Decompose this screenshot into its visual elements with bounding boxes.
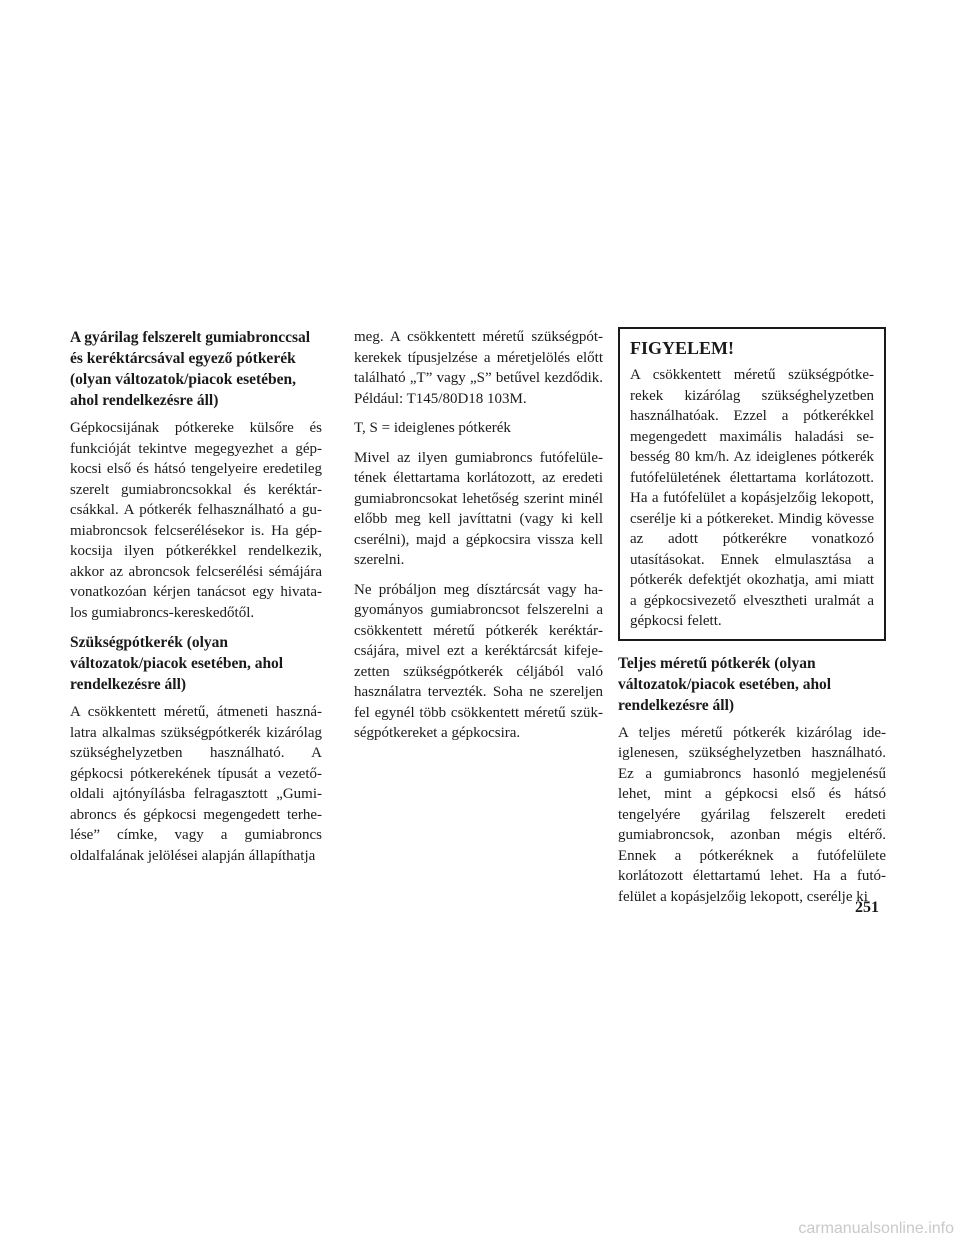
paragraph-factory-spare: Gépkocsijának pótkereke külsőre és funkcióját tekintve megegyezhet a gépkocsi első és hátsó tengelyeire eredetileg szerelt gumiabroncsokkal és keréktárcsákkal. A pótkerék felhasználható a gumiabroncsok felcserélésekor is. Ha gépkocsija ilyen pótkerékkel rendelkezik, akkor az abroncsok felcserélési sémájára vonatkozóan kérjen tanácsot egy hivatalos gumiabroncs-kereskedőtől. xyxy=(70,420,322,621)
section-heading-full-size-spare: Teljes méretű pótkerék (olyan változatok/piacok esetében, ahol rendelkezésre áll) xyxy=(618,654,832,714)
watermark: carmanualsonline.info xyxy=(798,1220,954,1237)
section-heading-factory-spare: A gyárilag felszerelt gumiabroncсsal és keréktárcsával egyező pótkerék (olyan változatok/piacok esetében, ahol rendelkezésre áll) xyxy=(70,329,311,409)
paragraph-hubcap-warning: Ne próbáljon meg dísztárcsát vagy hagyományos gumiabroncsot felszerelni a csökkentett méretű pótkerék keréktárcsájára, mivel ezt a keréktárcsát kifejezetten szükségpótkerék céljából való használatra tervezték. Soha ne szereljen fel egynél több csökkentett méretű szükségpótkereket a gépkocsira. xyxy=(354,581,603,741)
warning-title: FIGYELEM! xyxy=(630,338,735,358)
paragraph-full-size-spare: A teljes méretű pótkerék kizárólag ideiglenesen, szükséghelyzetben használható. Ez a gumiabroncs hasonló megjelenésű lehet, mint a gépkocsi első és hátsó tengelyére gyárilag felszerelt eredeti gumiabroncsok, azonban mégis eltérő. Ennek a pótkeréknek a futófelülete korlátozott élettartamú lehet. Ha a futófelület a kopásjelzőig lekopott, cserélje ki xyxy=(618,724,886,905)
warning-text: A csökkentett méretű szükségpótkerekek kizárólag szükséghelyzetben használhatóak. Ezzel a pótkerékkel megengedett maximális haladási sebesség 80 km/h. Az ideiglenes pótkerék futófelületének élettartama korlátozott. Ha a futófelület a kopásjelzőig lekopott, cserélje ki a pótkereket. Mindig kövesse az adott pótkerékre vonatkozó utasításokat. Ennek elmulasztása a pótkerék defektjét okozhatja, ami miatt a gépkocsivezető elvesztheti uralmát a gépkocsi felett. xyxy=(630,367,874,629)
paragraph-tread-life: Mivel az ilyen gumiabroncs futófelületének élettartama korlátozott, az eredeti gumiabroncsokat lehetőség szerint minél előbb meg kell javíttatni (vagy ki kell cserélni), majd a gépkocsira vissza kell szerelni. xyxy=(354,449,603,568)
column-middle xyxy=(354,327,603,753)
page-number: 251 xyxy=(855,899,879,916)
paragraph-continued: meg. A csökkentett méretű szükségpótkerekek típusjelzése a méretjelölés előtt található „T” vagy „S” betűvel kezdődik. Például: T145/80D18 103M. xyxy=(354,329,603,407)
paragraph-ts-definition: T, S = ideiglenes pótkerék xyxy=(354,420,511,436)
paragraph-compact-spare: A csökkentett méretű, átmeneti használatra alkalmas szükségpótkerék kizárólag szükséghelyzetben használható. A gépkocsi pótkerekének típusát a vezetőoldali ajtónyílásba felragasztott „Gumiabroncs és gépkocsi megengedett terhelése” címke, vagy a gumiabroncs oldalfalának jelölései alapján állapíthatja xyxy=(70,704,322,864)
column-left xyxy=(70,327,322,875)
warning-box xyxy=(618,327,886,641)
section-heading-compact-spare: Szükségpótkerék (olyan változatok/piacok esetében, ahol rendelkezésre áll) xyxy=(70,634,284,693)
column-right xyxy=(618,327,886,916)
